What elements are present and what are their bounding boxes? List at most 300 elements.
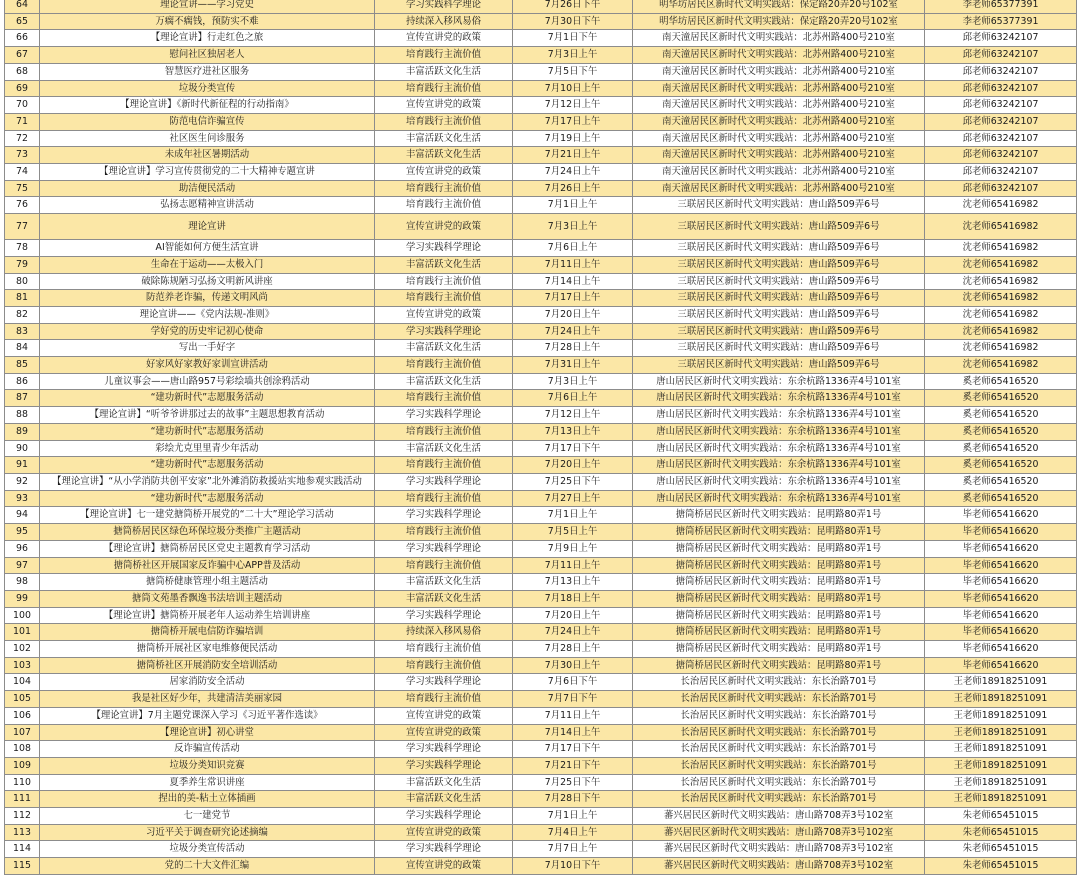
table-row — [5, 808, 1077, 825]
activity-title-cell: 【理论宣讲】7月主题党课深入学习《习近平著作选读》 — [40, 707, 375, 724]
activity-location-cell: 长治居民区新时代文明实践站：东长治路701号 — [633, 757, 925, 774]
contact-cell: 邱老师63242107 — [925, 164, 1077, 181]
row-number-cell: 90 — [5, 440, 40, 457]
activity-title-cell: 好家风好家教好家训宣讲活动 — [40, 357, 375, 374]
row-number-cell: 99 — [5, 590, 40, 607]
contact-cell: 毕老师65416620 — [925, 641, 1077, 658]
activity-type-cell: 丰富活跃文化生活 — [375, 340, 513, 357]
row-number-cell: 102 — [5, 641, 40, 658]
table-row — [5, 574, 1077, 591]
table-row — [5, 824, 1077, 841]
activity-type-cell: 宣传宣讲党的政策 — [375, 858, 513, 875]
activity-location-cell: 三联居民区新时代文明实践站：唐山路509弄6号 — [633, 340, 925, 357]
activity-location-cell: 搪筒桥居民区新时代文明实践站：昆明路80弄1号 — [633, 607, 925, 624]
activity-title-cell: 防范电信诈骗宣传 — [40, 113, 375, 130]
activity-location-cell: 三联居民区新时代文明实践站：唐山路509弄6号 — [633, 214, 925, 240]
row-number-cell: 103 — [5, 657, 40, 674]
activity-type-cell: 学习实践科学理论 — [375, 407, 513, 424]
table-row — [5, 641, 1077, 658]
activity-title-cell: “建功新时代”志愿服务活动 — [40, 423, 375, 440]
contact-cell: 奚老师65416520 — [925, 407, 1077, 424]
contact-cell: 邱老师63242107 — [925, 130, 1077, 147]
activity-time-cell: 7月25日下午 — [513, 774, 633, 791]
activity-type-cell: 丰富活跃文化生活 — [375, 791, 513, 808]
contact-cell: 沈老师65416982 — [925, 340, 1077, 357]
contact-cell: 王老师18918251091 — [925, 774, 1077, 791]
activity-time-cell: 7月18日上午 — [513, 590, 633, 607]
activity-time-cell: 7月6日下午 — [513, 674, 633, 691]
contact-cell: 邱老师63242107 — [925, 30, 1077, 47]
activity-location-cell: 搪筒桥居民区新时代文明实践站：昆明路80弄1号 — [633, 641, 925, 658]
table-row — [5, 707, 1077, 724]
activity-time-cell: 7月6日上午 — [513, 390, 633, 407]
contact-cell: 邱老师63242107 — [925, 97, 1077, 114]
activity-location-cell: 蕃兴居民区新时代文明实践站：唐山路708弄3号102室 — [633, 808, 925, 825]
activity-title-cell: 搪筒桥社区开展国家反诈骗中心APP普及活动 — [40, 557, 375, 574]
table-row — [5, 47, 1077, 64]
table-row — [5, 507, 1077, 524]
activity-type-cell: 培育践行主流价值 — [375, 457, 513, 474]
table-row — [5, 130, 1077, 147]
row-number-cell: 105 — [5, 691, 40, 708]
activity-title-cell: 【理论宣讲】“从小学消防共创平安家”北外滩消防救援站实地参观实践活动 — [40, 473, 375, 490]
activity-location-cell: 搪筒桥居民区新时代文明实践站：昆明路80弄1号 — [633, 657, 925, 674]
activity-location-cell: 南天潼居民区新时代文明实践站：北苏州路400号210室 — [633, 97, 925, 114]
activity-title-cell: 居家消防安全活动 — [40, 674, 375, 691]
table-row — [5, 357, 1077, 374]
activity-location-cell: 长治居民区新时代文明实践站：东长治路701号 — [633, 707, 925, 724]
table-row — [5, 791, 1077, 808]
activity-location-cell: 南天潼居民区新时代文明实践站：北苏州路400号210室 — [633, 80, 925, 97]
table-row — [5, 390, 1077, 407]
contact-cell: 朱老师65451015 — [925, 841, 1077, 858]
activity-time-cell: 7月17日上午 — [513, 290, 633, 307]
activity-location-cell: 三联居民区新时代文明实践站：唐山路509弄6号 — [633, 306, 925, 323]
contact-cell: 奚老师65416520 — [925, 423, 1077, 440]
row-number-cell: 110 — [5, 774, 40, 791]
activity-type-cell: 培育践行主流价值 — [375, 357, 513, 374]
contact-cell: 邱老师63242107 — [925, 147, 1077, 164]
activity-location-cell: 搪筒桥居民区新时代文明实践站：昆明路80弄1号 — [633, 590, 925, 607]
row-number-cell: 79 — [5, 256, 40, 273]
activity-time-cell: 7月6日上午 — [513, 240, 633, 257]
row-number-cell: 73 — [5, 147, 40, 164]
contact-cell: 沈老师65416982 — [925, 273, 1077, 290]
activity-time-cell: 7月3日上午 — [513, 47, 633, 64]
activity-location-cell: 搪筒桥居民区新时代文明实践站：昆明路80弄1号 — [633, 624, 925, 641]
activity-location-cell: 明华坊居民区新时代文明实践站：保定路20弄20号102室 — [633, 0, 925, 13]
row-number-cell: 72 — [5, 130, 40, 147]
activity-title-cell: 垃圾分类知识竞赛 — [40, 757, 375, 774]
table-row — [5, 557, 1077, 574]
activity-location-cell: 三联居民区新时代文明实践站：唐山路509弄6号 — [633, 290, 925, 307]
activity-title-cell: 反诈骗宣传活动 — [40, 741, 375, 758]
contact-cell: 毕老师65416620 — [925, 540, 1077, 557]
activity-title-cell: 夏季养生常识讲座 — [40, 774, 375, 791]
row-number-cell: 114 — [5, 841, 40, 858]
activity-location-cell: 三联居民区新时代文明实践站：唐山路509弄6号 — [633, 256, 925, 273]
activity-time-cell: 7月17日下午 — [513, 741, 633, 758]
activity-type-cell: 宣传宣讲党的政策 — [375, 164, 513, 181]
table-row — [5, 590, 1077, 607]
table-row — [5, 373, 1077, 390]
table-body — [5, 0, 1077, 874]
table-row — [5, 724, 1077, 741]
activity-title-cell: 搪筒文苑墨香飘逸书法培训主题活动 — [40, 590, 375, 607]
activity-type-cell: 宣传宣讲党的政策 — [375, 97, 513, 114]
row-number-cell: 85 — [5, 357, 40, 374]
contact-cell: 王老师18918251091 — [925, 707, 1077, 724]
activity-time-cell: 7月7日下午 — [513, 691, 633, 708]
activity-title-cell: “建功新时代”志愿服务活动 — [40, 490, 375, 507]
activity-time-cell: 7月28日上午 — [513, 340, 633, 357]
activity-location-cell: 南天潼居民区新时代文明实践站：北苏州路400号210室 — [633, 164, 925, 181]
activity-location-cell: 南天潼居民区新时代文明实践站：北苏州路400号210室 — [633, 113, 925, 130]
activity-title-cell: 助洁便民活动 — [40, 180, 375, 197]
activity-type-cell: 丰富活跃文化生活 — [375, 590, 513, 607]
table-row — [5, 624, 1077, 641]
activity-location-cell: 唐山居民区新时代文明实践站：东余杭路1336弄4号101室 — [633, 490, 925, 507]
activity-time-cell: 7月21日下午 — [513, 757, 633, 774]
activity-time-cell: 7月26日上午 — [513, 180, 633, 197]
activity-type-cell: 丰富活跃文化生活 — [375, 774, 513, 791]
activity-title-cell: 习近平关于调查研究论述摘编 — [40, 824, 375, 841]
table-row — [5, 306, 1077, 323]
activity-time-cell: 7月30日下午 — [513, 13, 633, 30]
activity-title-cell: 慰问社区独居老人 — [40, 47, 375, 64]
activity-type-cell: 培育践行主流价值 — [375, 524, 513, 541]
row-number-cell: 94 — [5, 507, 40, 524]
row-number-cell: 100 — [5, 607, 40, 624]
activity-title-cell: 【理论宣讲】搪筒桥居民区党史主题教育学习活动 — [40, 540, 375, 557]
activity-time-cell: 7月13日上午 — [513, 423, 633, 440]
table-row — [5, 113, 1077, 130]
contact-cell: 王老师18918251091 — [925, 757, 1077, 774]
table-row — [5, 841, 1077, 858]
activity-title-cell: 七一建党节 — [40, 808, 375, 825]
activity-location-cell: 长治居民区新时代文明实践站：东长治路701号 — [633, 741, 925, 758]
activity-time-cell: 7月10日下午 — [513, 858, 633, 875]
activity-schedule-table — [4, 0, 1077, 875]
row-number-cell: 69 — [5, 80, 40, 97]
contact-cell: 王老师18918251091 — [925, 691, 1077, 708]
activity-type-cell: 学习实践科学理论 — [375, 540, 513, 557]
activity-time-cell: 7月7日上午 — [513, 841, 633, 858]
activity-time-cell: 7月24日上午 — [513, 624, 633, 641]
activity-location-cell: 南天潼居民区新时代文明实践站：北苏州路400号210室 — [633, 130, 925, 147]
activity-time-cell: 7月14日上午 — [513, 273, 633, 290]
activity-time-cell: 7月10日上午 — [513, 80, 633, 97]
activity-location-cell: 三联居民区新时代文明实践站：唐山路509弄6号 — [633, 357, 925, 374]
activity-time-cell: 7月20日上午 — [513, 306, 633, 323]
activity-time-cell: 7月28日下午 — [513, 791, 633, 808]
activity-title-cell: 【理论宣讲】学习宣传贯彻党的二十大精神专题宣讲 — [40, 164, 375, 181]
table-row — [5, 30, 1077, 47]
table-row — [5, 340, 1077, 357]
activity-time-cell: 7月1日上午 — [513, 507, 633, 524]
activity-type-cell: 宣传宣讲党的政策 — [375, 824, 513, 841]
row-number-cell: 74 — [5, 164, 40, 181]
row-number-cell: 76 — [5, 197, 40, 214]
contact-cell: 毕老师65416620 — [925, 574, 1077, 591]
activity-location-cell: 三联居民区新时代文明实践站：唐山路509弄6号 — [633, 323, 925, 340]
activity-type-cell: 学习实践科学理论 — [375, 507, 513, 524]
contact-cell: 邱老师63242107 — [925, 113, 1077, 130]
contact-cell: 邱老师63242107 — [925, 180, 1077, 197]
row-number-cell: 108 — [5, 741, 40, 758]
activity-type-cell: 持续深入移风易俗 — [375, 624, 513, 641]
activity-title-cell: 理论宣讲——《党内法规-准则》 — [40, 306, 375, 323]
table-row — [5, 457, 1077, 474]
table-row — [5, 97, 1077, 114]
row-number-cell: 78 — [5, 240, 40, 257]
activity-type-cell: 学习实践科学理论 — [375, 323, 513, 340]
activity-location-cell: 南天潼居民区新时代文明实践站：北苏州路400号210室 — [633, 63, 925, 80]
contact-cell: 邱老师63242107 — [925, 80, 1077, 97]
activity-title-cell: 搪筒桥社区开展消防安全培训活动 — [40, 657, 375, 674]
table-row — [5, 323, 1077, 340]
table-row — [5, 407, 1077, 424]
table-row — [5, 80, 1077, 97]
activity-time-cell: 7月24日上午 — [513, 323, 633, 340]
row-number-cell: 87 — [5, 390, 40, 407]
row-number-cell: 93 — [5, 490, 40, 507]
row-number-cell: 92 — [5, 473, 40, 490]
activity-type-cell: 培育践行主流价值 — [375, 557, 513, 574]
activity-title-cell: 社区医生问诊服务 — [40, 130, 375, 147]
activity-time-cell: 7月30日上午 — [513, 657, 633, 674]
activity-time-cell: 7月26日下午 — [513, 0, 633, 13]
table-row — [5, 240, 1077, 257]
activity-type-cell: 培育践行主流价值 — [375, 390, 513, 407]
contact-cell: 王老师18918251091 — [925, 724, 1077, 741]
table-row — [5, 858, 1077, 875]
table-row — [5, 423, 1077, 440]
activity-type-cell: 宣传宣讲党的政策 — [375, 306, 513, 323]
activity-location-cell: 南天潼居民区新时代文明实践站：北苏州路400号210室 — [633, 180, 925, 197]
activity-type-cell: 学习实践科学理论 — [375, 841, 513, 858]
contact-cell: 奚老师65416520 — [925, 390, 1077, 407]
activity-location-cell: 唐山居民区新时代文明实践站：东余杭路1336弄4号101室 — [633, 373, 925, 390]
activity-time-cell: 7月28日上午 — [513, 641, 633, 658]
activity-type-cell: 培育践行主流价值 — [375, 113, 513, 130]
activity-title-cell: 垃圾分类宣传活动 — [40, 841, 375, 858]
activity-title-cell: 写出一手好字 — [40, 340, 375, 357]
activity-type-cell: 学习实践科学理论 — [375, 0, 513, 13]
activity-title-cell: 防范养老诈骗，传递文明风尚 — [40, 290, 375, 307]
activity-time-cell: 7月3日上午 — [513, 373, 633, 390]
activity-title-cell: 捏出的美-粘土立体插画 — [40, 791, 375, 808]
activity-type-cell: 培育践行主流价值 — [375, 423, 513, 440]
contact-cell: 毕老师65416620 — [925, 607, 1077, 624]
activity-time-cell: 7月3日上午 — [513, 214, 633, 240]
activity-type-cell: 学习实践科学理论 — [375, 757, 513, 774]
activity-title-cell: “建功新时代”志愿服务活动 — [40, 390, 375, 407]
activity-type-cell: 培育践行主流价值 — [375, 290, 513, 307]
activity-type-cell: 学习实践科学理论 — [375, 473, 513, 490]
row-number-cell: 104 — [5, 674, 40, 691]
activity-location-cell: 唐山居民区新时代文明实践站：东余杭路1336弄4号101室 — [633, 457, 925, 474]
activity-location-cell: 长治居民区新时代文明实践站：东长治路701号 — [633, 724, 925, 741]
activity-time-cell: 7月13日上午 — [513, 574, 633, 591]
table-row — [5, 607, 1077, 624]
table-row — [5, 657, 1077, 674]
activity-location-cell: 长治居民区新时代文明实践站：东长治路701号 — [633, 791, 925, 808]
table-row — [5, 214, 1077, 240]
activity-title-cell: 智慧医疗进社区服务 — [40, 63, 375, 80]
contact-cell: 毕老师65416620 — [925, 524, 1077, 541]
activity-title-cell: 搪筒桥健康管理小组主题活动 — [40, 574, 375, 591]
activity-type-cell: 丰富活跃文化生活 — [375, 63, 513, 80]
activity-location-cell: 南天潼居民区新时代文明实践站：北苏州路400号210室 — [633, 30, 925, 47]
row-number-cell: 91 — [5, 457, 40, 474]
contact-cell: 毕老师65416620 — [925, 557, 1077, 574]
table-row — [5, 440, 1077, 457]
activity-location-cell: 长治居民区新时代文明实践站：东长治路701号 — [633, 774, 925, 791]
activity-title-cell: 破除陈规陋习弘扬文明新风讲座 — [40, 273, 375, 290]
activity-type-cell: 丰富活跃文化生活 — [375, 440, 513, 457]
activity-location-cell: 三联居民区新时代文明实践站：唐山路509弄6号 — [633, 240, 925, 257]
activity-type-cell: 持续深入移风易俗 — [375, 13, 513, 30]
activity-type-cell: 丰富活跃文化生活 — [375, 373, 513, 390]
table-row — [5, 691, 1077, 708]
table-row — [5, 524, 1077, 541]
row-number-cell: 82 — [5, 306, 40, 323]
activity-location-cell: 长治居民区新时代文明实践站：东长治路701号 — [633, 674, 925, 691]
activity-title-cell: 儿童议事会——唐山路957号彩绘墙共创涂鸦活动 — [40, 373, 375, 390]
contact-cell: 沈老师65416982 — [925, 306, 1077, 323]
activity-time-cell: 7月24日上午 — [513, 164, 633, 181]
table-row — [5, 290, 1077, 307]
row-number-cell: 84 — [5, 340, 40, 357]
contact-cell: 朱老师65451015 — [925, 808, 1077, 825]
row-number-cell: 111 — [5, 791, 40, 808]
activity-location-cell: 三联居民区新时代文明实践站：唐山路509弄6号 — [633, 197, 925, 214]
row-number-cell: 71 — [5, 113, 40, 130]
row-number-cell: 98 — [5, 574, 40, 591]
activity-time-cell: 7月20日上午 — [513, 457, 633, 474]
activity-time-cell: 7月5日下午 — [513, 63, 633, 80]
contact-cell: 毕老师65416620 — [925, 624, 1077, 641]
contact-cell: 朱老师65451015 — [925, 858, 1077, 875]
row-number-cell: 68 — [5, 63, 40, 80]
contact-cell: 王老师18918251091 — [925, 674, 1077, 691]
activity-location-cell: 搪筒桥居民区新时代文明实践站：昆明路80弄1号 — [633, 507, 925, 524]
row-number-cell: 67 — [5, 47, 40, 64]
activity-type-cell: 培育践行主流价值 — [375, 180, 513, 197]
contact-cell: 毕老师65416620 — [925, 507, 1077, 524]
row-number-cell: 101 — [5, 624, 40, 641]
activity-type-cell: 培育践行主流价值 — [375, 641, 513, 658]
activity-location-cell: 三联居民区新时代文明实践站：唐山路509弄6号 — [633, 273, 925, 290]
activity-title-cell: 理论宣讲——学习党史 — [40, 0, 375, 13]
activity-title-cell: 搪筒桥居民区绿色环保垃圾分类推广主题活动 — [40, 524, 375, 541]
activity-location-cell: 蕃兴居民区新时代文明实践站：唐山路708弄3号102室 — [633, 841, 925, 858]
activity-title-cell: 我是社区好少年，共建清洁美丽家园 — [40, 691, 375, 708]
activity-title-cell: 【理论宣讲】行走红色之旅 — [40, 30, 375, 47]
activity-time-cell: 7月4日上午 — [513, 824, 633, 841]
activity-location-cell: 搪筒桥居民区新时代文明实践站：昆明路80弄1号 — [633, 574, 925, 591]
activity-location-cell: 蕃兴居民区新时代文明实践站：唐山路708弄3号102室 — [633, 858, 925, 875]
activity-time-cell: 7月19日上午 — [513, 130, 633, 147]
row-number-cell: 77 — [5, 214, 40, 240]
activity-title-cell: AI智能如何方便生活宣讲 — [40, 240, 375, 257]
activity-time-cell: 7月17日上午 — [513, 113, 633, 130]
contact-cell: 沈老师65416982 — [925, 256, 1077, 273]
activity-time-cell: 7月11日上午 — [513, 256, 633, 273]
contact-cell: 朱老师65451015 — [925, 824, 1077, 841]
table-row — [5, 164, 1077, 181]
activity-time-cell: 7月21日上午 — [513, 147, 633, 164]
row-number-cell: 81 — [5, 290, 40, 307]
activity-time-cell: 7月1日上午 — [513, 808, 633, 825]
activity-title-cell: “建功新时代”志愿服务活动 — [40, 457, 375, 474]
table-row — [5, 63, 1077, 80]
table-row — [5, 0, 1077, 13]
activity-type-cell: 培育践行主流价值 — [375, 490, 513, 507]
activity-time-cell: 7月31日上午 — [513, 357, 633, 374]
activity-time-cell: 7月20日上午 — [513, 607, 633, 624]
row-number-cell: 109 — [5, 757, 40, 774]
contact-cell: 毕老师65416620 — [925, 590, 1077, 607]
activity-title-cell: 搪筒桥开展电信防诈骗培训 — [40, 624, 375, 641]
contact-cell: 李老师65377391 — [925, 13, 1077, 30]
activity-location-cell: 南天潼居民区新时代文明实践站：北苏州路400号210室 — [633, 47, 925, 64]
table-row — [5, 757, 1077, 774]
row-number-cell: 106 — [5, 707, 40, 724]
table-row — [5, 13, 1077, 30]
activity-type-cell: 丰富活跃文化生活 — [375, 130, 513, 147]
activity-type-cell: 丰富活跃文化生活 — [375, 256, 513, 273]
activity-title-cell: 党的二十大文件汇编 — [40, 858, 375, 875]
activity-location-cell: 长治居民区新时代文明实践站：东长治路701号 — [633, 691, 925, 708]
activity-title-cell: 【理论宣讲】《新时代新征程的行动指南》 — [40, 97, 375, 114]
activity-type-cell: 培育践行主流价值 — [375, 657, 513, 674]
contact-cell: 沈老师65416982 — [925, 323, 1077, 340]
contact-cell: 奚老师65416520 — [925, 473, 1077, 490]
row-number-cell: 97 — [5, 557, 40, 574]
contact-cell: 沈老师65416982 — [925, 357, 1077, 374]
contact-cell: 奚老师65416520 — [925, 373, 1077, 390]
activity-time-cell: 7月27日上午 — [513, 490, 633, 507]
activity-type-cell: 宣传宣讲党的政策 — [375, 724, 513, 741]
activity-location-cell: 唐山居民区新时代文明实践站：东余杭路1336弄4号101室 — [633, 390, 925, 407]
activity-type-cell: 学习实践科学理论 — [375, 607, 513, 624]
activity-title-cell: 【理论宣讲】七一建党搪筒桥开展党的“二十大”理论学习活动 — [40, 507, 375, 524]
activity-location-cell: 唐山居民区新时代文明实践站：东余杭路1336弄4号101室 — [633, 473, 925, 490]
activity-title-cell: 【理论宣讲】搪筒桥开展老年人运动养生培训讲座 — [40, 607, 375, 624]
row-number-cell: 65 — [5, 13, 40, 30]
row-number-cell: 95 — [5, 524, 40, 541]
activity-time-cell: 7月9日上午 — [513, 540, 633, 557]
row-number-cell: 64 — [5, 0, 40, 13]
activity-title-cell: 【理论宣讲】初心讲堂 — [40, 724, 375, 741]
row-number-cell: 75 — [5, 180, 40, 197]
contact-cell: 奚老师65416520 — [925, 440, 1077, 457]
row-number-cell: 113 — [5, 824, 40, 841]
contact-cell: 邱老师63242107 — [925, 47, 1077, 64]
table-row — [5, 180, 1077, 197]
activity-time-cell: 7月12日上午 — [513, 97, 633, 114]
table-row — [5, 147, 1077, 164]
activity-time-cell: 7月17日下午 — [513, 440, 633, 457]
activity-title-cell: 学好党的历史牢记初心使命 — [40, 323, 375, 340]
activity-title-cell: 彩绘尤克里里青少年活动 — [40, 440, 375, 457]
activity-type-cell: 培育践行主流价值 — [375, 273, 513, 290]
activity-time-cell: 7月1日下午 — [513, 30, 633, 47]
activity-title-cell: 生命在于运动——太极入门 — [40, 256, 375, 273]
activity-type-cell: 学习实践科学理论 — [375, 808, 513, 825]
